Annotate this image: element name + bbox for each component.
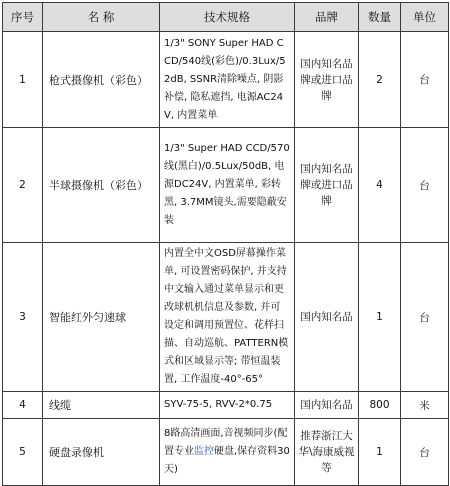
item-unit: 台 bbox=[401, 243, 449, 392]
item-quantity: 4 bbox=[359, 128, 401, 243]
table-header-row bbox=[3, 3, 449, 32]
item-unit: 台 bbox=[401, 32, 449, 128]
header-spec: 技术规格 bbox=[160, 3, 295, 32]
item-spec: 1/3" SONY Super HAD CCD/540线(彩色)/0.3Lux/52dB, SSNR清除噪点, 阴影补偿, 隐私遮挡, 电源AC24V, 内置菜单 bbox=[160, 32, 295, 128]
item-unit: 台 bbox=[401, 128, 449, 243]
item-spec-text-end: 硬盘,保存资料30天) bbox=[164, 446, 290, 475]
item-brand: 国内知名品 bbox=[295, 243, 359, 392]
header-unit: 单位 bbox=[401, 3, 449, 32]
table-row bbox=[3, 32, 449, 128]
header-brand: 品牌 bbox=[295, 3, 359, 32]
item-spec bbox=[160, 419, 295, 486]
equipment-spec-table bbox=[2, 2, 449, 486]
item-quantity: 1 bbox=[359, 243, 401, 392]
item-name: 半球摄像机（彩色） bbox=[43, 128, 160, 243]
item-unit: 台 bbox=[401, 419, 449, 486]
item-name: 线缆 bbox=[43, 392, 160, 419]
row-index: 2 bbox=[3, 128, 43, 243]
row-index: 5 bbox=[3, 419, 43, 486]
item-brand: 国内知名品牌或进口品牌 bbox=[295, 32, 359, 128]
item-spec: SYV-75-5, RVV-2*0.75 bbox=[160, 392, 295, 419]
item-quantity: 800 bbox=[359, 392, 401, 419]
item-brand: 国内知名品牌或进口品牌 bbox=[295, 128, 359, 243]
item-spec: 1/3" Super HAD CCD/570线(黑白)/0.5Lux/50dB, 电源DC24V, 内置菜单, 彩转黑, 3.7MM镜头,需要隐蔽安装 bbox=[160, 128, 295, 243]
table-row bbox=[3, 243, 449, 392]
item-spec-text: 8路高清画面,音视频同步(配置专业 bbox=[164, 428, 288, 457]
item-quantity: 2 bbox=[359, 32, 401, 128]
monitoring-link[interactable]: 监控 bbox=[194, 446, 214, 457]
item-name: 枪式摄像机（彩色） bbox=[43, 32, 160, 128]
header-name: 名 称 bbox=[43, 3, 160, 32]
item-brand: 推荐浙江大华\海康威视等 bbox=[295, 419, 359, 486]
item-name: 硬盘录像机 bbox=[43, 419, 160, 486]
row-index: 3 bbox=[3, 243, 43, 392]
item-quantity: 1 bbox=[359, 419, 401, 486]
row-index: 1 bbox=[3, 32, 43, 128]
table-row bbox=[3, 128, 449, 243]
item-brand: 国内知名品 bbox=[295, 392, 359, 419]
item-unit: 米 bbox=[401, 392, 449, 419]
header-index: 序号 bbox=[3, 3, 43, 32]
header-quantity: 数量 bbox=[359, 3, 401, 32]
row-index: 4 bbox=[3, 392, 43, 419]
table-row bbox=[3, 419, 449, 486]
table-row bbox=[3, 392, 449, 419]
item-name: 智能红外匀速球 bbox=[43, 243, 160, 392]
item-spec: 内置全中文OSD屏幕操作菜单, 可设置密码保护, 并支持中文输入通过菜单显示和更改球机机信息及参数, 并可设定和调用预置位、花样扫描、自动巡航、PATTERN模式和区域显示等; 带恒温装置, 工作温度-40°-65° bbox=[160, 243, 295, 392]
